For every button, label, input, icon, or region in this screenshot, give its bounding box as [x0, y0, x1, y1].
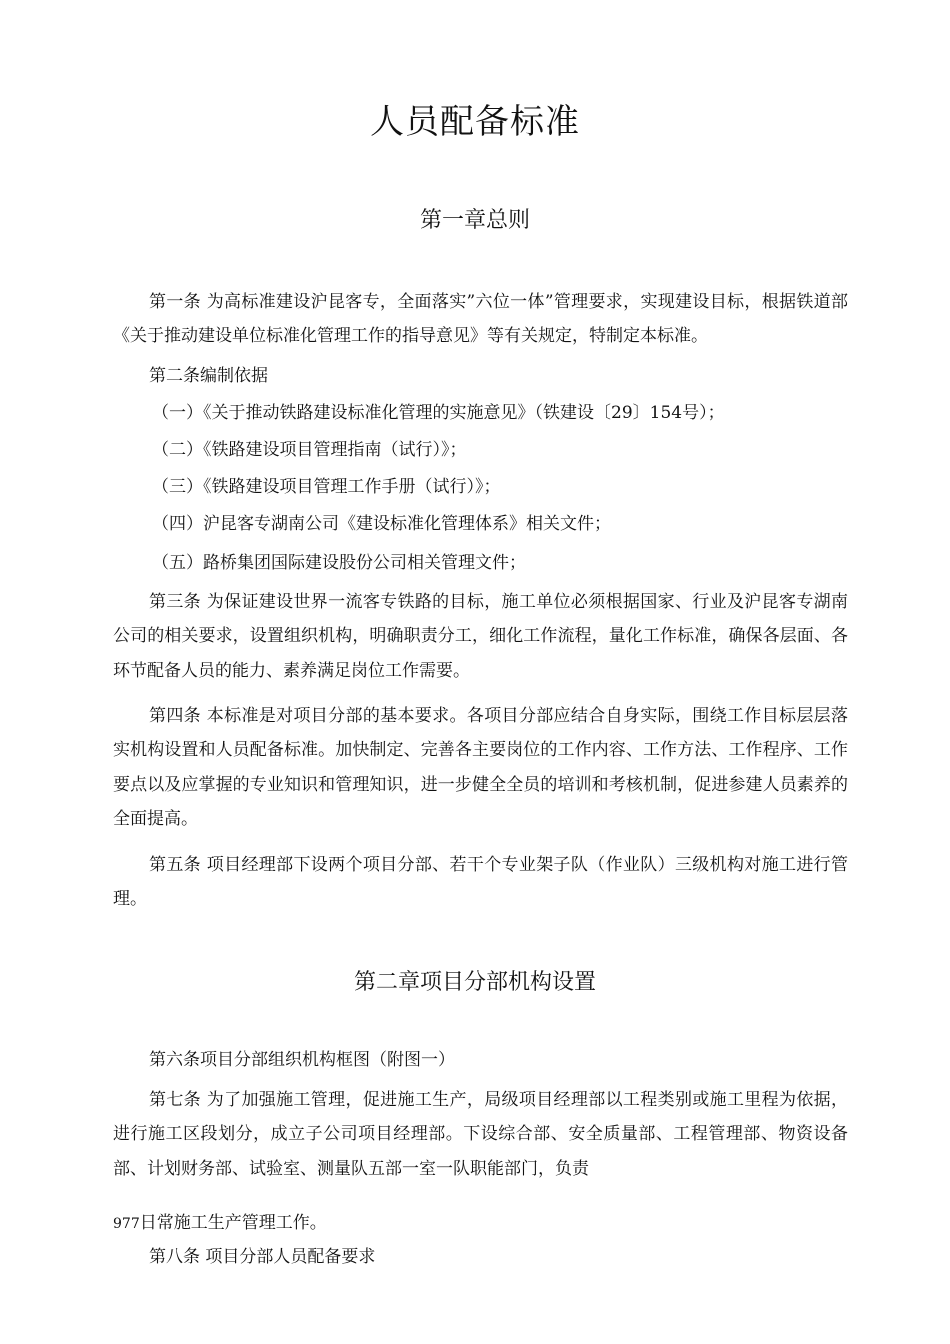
article-7: 第七条 为了加强施工管理，促进施工生产，局级项目经理部以工程类别或施工里程为依据，进行施工区段划分，成立子公司项目经理部。下设综合部、安全质量部、工程管理部、物资设备部、计划财务部、试验室、测量队五部一室一队职能部门，负责 — [113, 1090, 848, 1179]
article-5: 第五条 项目经理部下设两个项目分部、若干个专业架子队（作业队）三级机构对施工进行管理。 — [113, 855, 848, 910]
article-8: 第八条 项目分部人员配备要求 — [149, 1247, 376, 1267]
article-6: 第六条项目分部组织机构框图（附图一） — [149, 1050, 455, 1070]
chapter-1-heading: 第一章总则 — [419, 208, 530, 233]
document-title: 人员配备标准 — [370, 102, 580, 142]
article-7-continuation — [113, 1206, 327, 1241]
article-1: 第一条 为高标准建设沪昆客专，全面落实”六位一体”管理要求，实现建设目标，根据铁道部《关于推动建设单位标准化管理工作的指导意见》等有关规定，特制定本标准。 — [113, 292, 848, 347]
basis-item-3: （三）《铁路建设项目管理工作手册（试行）》； — [152, 477, 501, 497]
article-2: 第二条编制依据 — [149, 366, 268, 386]
article-7-tail: 日常施工生产管理工作。 — [139, 1213, 327, 1233]
page-number: 977 — [113, 1216, 140, 1232]
article-3: 第三条 为保证建设世界一流客专铁路的目标，施工单位必须根据国家、行业及沪昆客专湖南公司的相关要求，设置组织机构，明确职责分工，细化工作流程，量化工作标准，确保各层面、各环节配备人员的能力、素养满足岗位工作需要。 — [113, 592, 848, 681]
basis-item-1: （一）《关于推动铁路建设标准化管理的实施意见》（铁建设〔29〕154号）； — [152, 403, 725, 423]
article-4: 第四条 本标准是对项目分部的基本要求。各项目分部应结合自身实际，围绕工作目标层层落实机构设置和人员配备标准。加快制定、完善各主要岗位的工作内容、工作方法、工作程序、工作要点以及应掌握的专业知识和管理知识，进一步健全全员的培训和考核机制，促进参建人员素养的全面提高。 — [113, 706, 848, 829]
chapter-2-heading: 第二章项目分部机构设置 — [353, 970, 596, 995]
basis-item-2: （二）《铁路建设项目管理指南（试行）》； — [152, 440, 467, 460]
basis-item-4: （四）沪昆客专湖南公司《建设标准化管理体系》相关文件； — [152, 514, 611, 534]
basis-item-5: （五）路桥集团国际建设股份公司相关管理文件； — [152, 553, 526, 573]
